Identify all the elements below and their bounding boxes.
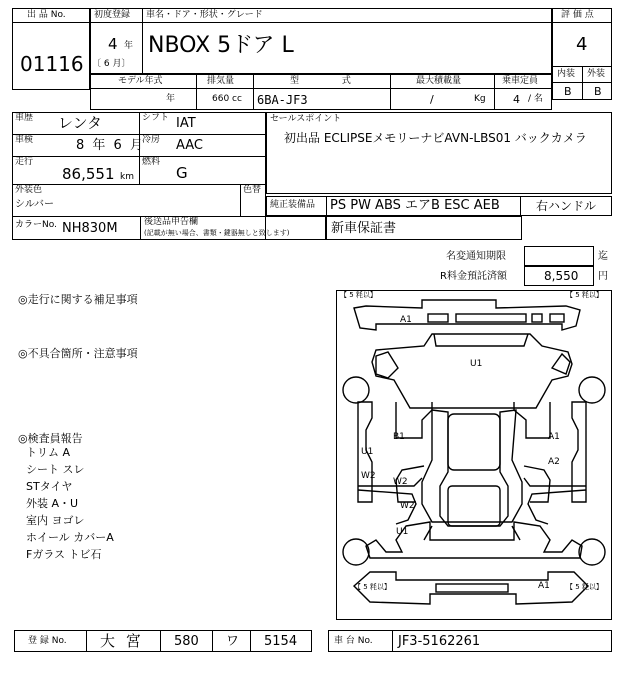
grade-divider [552,22,612,23]
mark-u1-lower: U1 [396,527,409,537]
ext-color: シルバー [15,199,55,210]
equipment-label: 純正装備品 [270,200,316,210]
grade-vdivider [582,66,583,100]
reg-v2 [160,630,161,652]
recycle-unit: 円 [598,271,608,282]
capacity-label: 乗車定員 [502,76,539,86]
exterior-label: 外装 [587,69,606,79]
mark-w2-lower: W2 [400,501,415,511]
rear-bumper-shape [354,572,588,604]
details-h3 [12,184,266,185]
shift: IAT [176,116,196,131]
mark-b1: B1 [393,432,405,442]
reg-v4 [250,630,251,652]
mark-a1-bottom: A1 [538,581,550,591]
interior-grade: B [564,85,572,98]
reg-number: 5154 [264,634,298,649]
car-name: NBOX 5ドア L [148,33,294,58]
grade-label: 評 価 点 [561,10,594,20]
mark-a1-right: A1 [548,432,560,442]
inspector-item: ホイール カバーA [26,531,114,544]
equipment: PS PW ABS エアB ESC AEB [330,198,500,213]
reg-kana: ワ [226,634,240,649]
reg-year: 4 [108,35,118,53]
mark-a2-right: A2 [548,457,560,467]
interior-label: 内装 [557,69,576,79]
capacity: 4 [513,93,520,106]
history-label: 車歴 [15,113,34,123]
tire-top-right: 【 5 粍以】 [566,291,603,299]
ext-color-label: 外装色 [15,185,43,195]
fuel: G [176,164,188,182]
reg-class: 580 [174,634,199,649]
spec-v2 [253,74,254,110]
inspection-label: 車検 [15,135,34,145]
notice-unit: 迄 [598,251,608,262]
color-no: NH830M [62,221,118,236]
spec-v1 [196,74,197,110]
tire-bottom-right: 【 5 粍以】 [566,583,603,591]
lot-label: 出 品 No. [27,10,66,20]
ac-label: 冷房 [142,135,161,145]
mark-w2-door: W2 [393,477,408,487]
car-name-vdivider [142,8,143,74]
lot-divider [12,22,90,23]
max-load-label: 最大積載量 [416,76,462,86]
inspector-item: シート スレ [26,463,85,476]
cabin-shape [396,410,550,526]
first-reg-label: 初度登録 [94,10,131,20]
warranty: 新車保証書 [331,221,397,236]
model-code: 6BA-JF3 [257,93,308,107]
exterior-grade: B [594,85,602,98]
mileage-unit: km [120,172,134,182]
mileage: 86,551 [62,165,115,183]
sales-point-label: セールスポイント [270,114,342,124]
driving-remarks-label: ◎走行に関する補足事項 [18,293,138,306]
lot-box [12,8,90,90]
sales-point: 初出品 ECLIPSEメモリーナビAVN-LBS01 バックカメラ [284,131,587,145]
shift-label: シフト [142,113,170,123]
spec-v4 [494,74,495,110]
mark-a1-top: A1 [400,315,412,325]
aftermarket-note: (記載が無い場合、書類・鍵器無しと致します) [144,229,290,237]
mileage-label: 走行 [15,157,34,167]
displacement-label: 排気量 [207,76,235,86]
reg-no-label: 登 録 No. [28,636,67,646]
inspector-item: 室内 ヨゴレ [26,514,85,527]
tire-top-left: 【 5 粍以】 [340,291,377,299]
mark-w2-left: W2 [361,471,376,481]
chassis-number: JF3-5162261 [398,634,481,649]
fuel-label: 燃料 [142,157,161,167]
capacity-unit: / 名 [528,94,543,104]
chassis-v1 [392,630,393,652]
max-load: / [430,93,434,106]
front-bumper-shape [354,300,580,330]
notice-field [524,246,594,266]
lot-number: 01116 [20,52,84,76]
inspector-report-label: ◎検査員報告 [18,432,83,445]
model-year-unit: 年 [166,94,176,104]
recycle-label: R料金預託済額 [440,271,507,282]
spec-row-divider [90,88,552,89]
reg-month: 〔 6 月〕 [92,59,131,69]
reg-v1 [86,630,87,652]
car-name-label: 車名・ドア・形状・グレード [146,10,263,20]
color-no-label: カラーNo. [15,220,57,230]
spec-v3 [390,74,391,110]
chassis-label: 車 台 No. [334,636,373,646]
mark-u1-roof: U1 [470,359,483,369]
reg-area: 大 宮 [100,632,141,650]
defect-remarks-label: ◎不具合箇所・注意事項 [18,347,138,360]
notice-label: 名変通知期限 [446,251,506,262]
details-v2 [240,184,241,216]
reg-year-unit: 年 [124,41,134,51]
tire-bottom-left: 【 5 粍以】 [354,583,391,591]
wheel-shapes [343,377,605,565]
handle: 右ハンドル [536,199,597,213]
left-side-shape [358,402,432,524]
history: レンタ [58,114,103,132]
equipment-v2 [520,196,521,216]
mark-u1-left: U1 [361,447,374,457]
displacement: 660 cc [212,94,242,104]
inspection: 8 年 6 月 [76,138,143,153]
ac: AAC [176,138,203,153]
sales-point-box [266,112,612,194]
aftermarket-label: 後送品申告欄 [144,217,199,227]
car-diagram-svg [336,290,612,620]
inspector-item: Fガラス トビ石 [26,548,102,561]
front-body-shape [372,334,572,408]
car-name-divider [90,22,552,23]
model-year-label: モデル年式 [118,76,163,86]
inspector-item: STタイヤ [26,480,73,493]
inspector-item: トリム A [26,446,71,459]
model-label: 型 式 [290,76,351,86]
reg-v3 [212,630,213,652]
grade-value: 4 [576,34,588,55]
recycle: 8,550 [544,269,579,283]
color-change-label: 色替 [243,185,262,195]
max-load-unit: Kg [474,94,486,104]
inspector-item: 外装 A・U [26,497,79,510]
